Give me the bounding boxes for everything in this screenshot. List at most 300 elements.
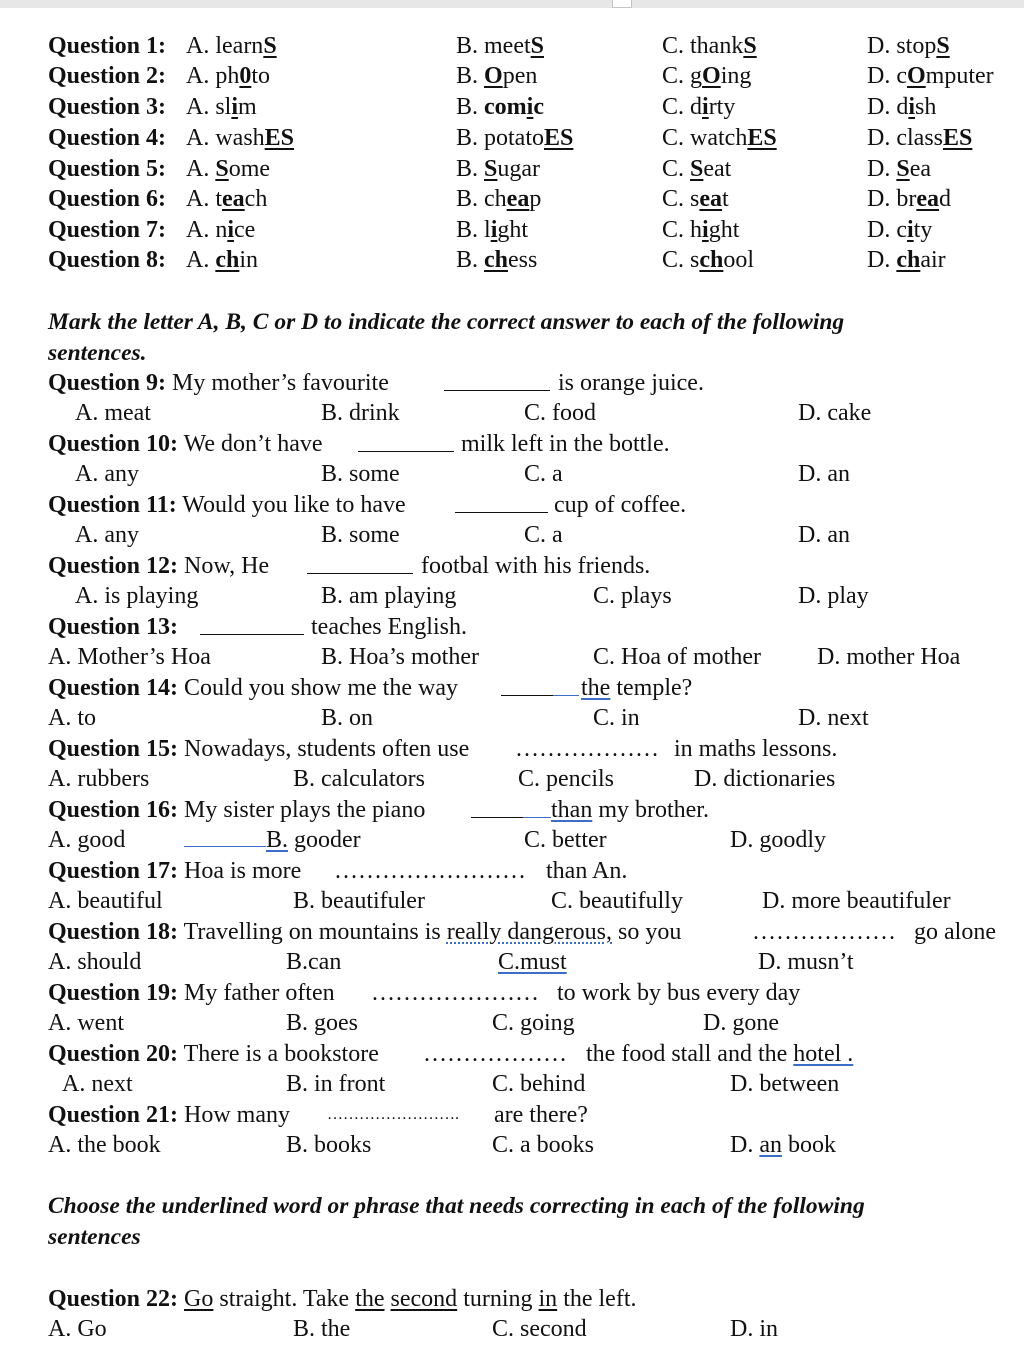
stem-text: Now, He [184, 553, 270, 579]
option-b-letter: B. [266, 827, 289, 853]
stem-text: in maths lessons. [674, 736, 838, 762]
option-word-part: comic [484, 94, 544, 120]
option-word-part: learn [215, 33, 264, 59]
option-letter: D. [867, 156, 891, 182]
pronunciation-row [0, 92, 1024, 122]
option-letter: B. [456, 247, 479, 273]
option-letter: A. [186, 63, 210, 89]
option-letter: A. [186, 186, 210, 212]
question-16-options [0, 825, 1024, 855]
question-10-options [0, 459, 1024, 489]
question-label: Question 10: [48, 431, 179, 457]
option-d[interactable]: D. gone [703, 1010, 779, 1036]
option-c[interactable]: C. going [492, 1010, 575, 1036]
stem-text: cup of coffee. [554, 492, 687, 518]
stem-text: so you [618, 919, 682, 945]
option-word-part: ch [244, 186, 268, 212]
option-b[interactable]: B. goes [286, 1010, 358, 1036]
option-b[interactable] [456, 61, 537, 91]
question-label: Question 9: [48, 370, 167, 396]
option-c[interactable]: C. food [524, 400, 596, 426]
option-b[interactable]: B.can [286, 949, 342, 975]
option-b[interactable] [456, 92, 544, 122]
option-b[interactable] [456, 123, 573, 153]
underlined-sound: S [896, 156, 910, 182]
question-20-options [0, 1069, 1024, 1099]
option-word-part: ght [497, 217, 529, 243]
underlined-sound: O [702, 63, 721, 89]
option-c[interactable]: C. pencils [518, 766, 614, 792]
option-word-part: air [920, 247, 946, 273]
option-b[interactable]: B. the [293, 1316, 351, 1342]
answer-blank-link[interactable] [553, 673, 579, 696]
option-word-part: in [239, 247, 259, 273]
option-a[interactable]: A. Go [48, 1316, 107, 1342]
option-letter: B. [456, 186, 479, 212]
option-a[interactable]: A. beautiful [48, 888, 163, 914]
option-letter: B. [456, 94, 479, 120]
question-label: Question 4: [48, 125, 167, 151]
option-word-part: g [690, 63, 703, 89]
option-d-letter: D. [730, 1132, 754, 1158]
underlined-sound: ES [264, 125, 295, 151]
underlined-sound: ch [699, 247, 724, 273]
answer-blank[interactable] [471, 795, 523, 818]
option-word-part: n [215, 217, 228, 243]
option-letter: B. [456, 33, 479, 59]
option-letter: A. [186, 247, 210, 273]
stem-text: How many [184, 1102, 290, 1128]
pronunciation-row [0, 184, 1024, 214]
underlined-sound: ea [699, 186, 723, 212]
option-a[interactable]: A. to [48, 705, 96, 731]
option-d-flagged: an [759, 1132, 782, 1158]
question-label: Question 16: [48, 797, 179, 823]
option-word-part: ess [508, 247, 538, 273]
option-word-part: ght [708, 217, 740, 243]
option-d[interactable] [867, 215, 932, 245]
option-d[interactable]: D. goodly [730, 827, 826, 853]
stem-text: Would you like to have [182, 492, 406, 518]
question-14-options [0, 703, 1024, 733]
option-letter: C. [662, 125, 685, 151]
underlined-sound: ES [544, 125, 574, 151]
stem-text: My sister plays the piano [184, 797, 426, 823]
option-a[interactable] [186, 215, 255, 245]
linked-word[interactable]: than [551, 797, 593, 823]
underlined-word[interactable]: second [390, 1286, 458, 1312]
option-c[interactable]: C.must [498, 949, 567, 975]
question-19-options [0, 1008, 1024, 1038]
question-9-options [0, 398, 1024, 428]
option-letter: D. [867, 125, 891, 151]
underlined-word[interactable]: the [355, 1286, 385, 1312]
option-word-part: sh [915, 94, 937, 120]
underlined-sound: S [484, 156, 498, 182]
option-b[interactable]: B. drink [321, 400, 400, 426]
option-d[interactable]: D. mother Hoa [817, 644, 961, 670]
question-label: Question 21: [48, 1102, 179, 1128]
option-d[interactable]: D. in [730, 1316, 778, 1342]
option-word-part: class [896, 125, 943, 151]
option-word-part: ing [720, 63, 752, 89]
option-c[interactable] [662, 31, 757, 61]
option-d[interactable] [730, 1130, 836, 1160]
underlined-sound: ea [222, 186, 245, 212]
option-letter: B. [456, 63, 479, 89]
underlined-sound: i [908, 94, 916, 120]
option-c[interactable]: C. behind [492, 1071, 586, 1097]
option-b[interactable]: B. some [321, 522, 400, 548]
answer-blank[interactable] [307, 551, 413, 574]
linked-word[interactable]: hotel . [793, 1041, 854, 1067]
underlined-word[interactable]: Go [184, 1286, 214, 1312]
option-d-text: book [788, 1132, 836, 1158]
option-a[interactable] [186, 31, 277, 61]
option-b[interactable]: B. beautifuler [293, 888, 425, 914]
option-word-part: ool [723, 247, 755, 273]
answer-blank[interactable] [358, 429, 454, 452]
option-c[interactable]: C. plays [593, 583, 672, 609]
option-word-part: thank [690, 33, 744, 59]
underlined-sound: S [215, 156, 229, 182]
option-b[interactable] [456, 184, 541, 214]
question-12-stem [0, 551, 1024, 581]
option-d[interactable] [867, 31, 950, 61]
question-label: Question 3: [48, 94, 167, 120]
option-a[interactable]: A. meat [75, 400, 151, 426]
underlined-sound: ch [215, 247, 240, 273]
option-letter: C. [662, 156, 685, 182]
stem-text: my brother. [598, 797, 709, 823]
option-c[interactable] [662, 245, 754, 275]
option-a[interactable] [186, 92, 257, 122]
option-word-part: t [215, 186, 223, 212]
instruction-line [0, 1191, 1024, 1221]
underlined-sound: i [231, 94, 239, 120]
stem-text: turning [463, 1286, 533, 1312]
option-word-part: ce [234, 217, 256, 243]
option-a[interactable]: A. Mother’s Hoa [48, 644, 211, 670]
stem-text: Travelling on mountains is [183, 919, 441, 945]
option-d[interactable] [867, 61, 994, 91]
question-17-options [0, 886, 1024, 916]
question-label: Question 15: [48, 736, 179, 762]
question-label: Question 11: [48, 492, 177, 518]
option-word-part: pen [502, 63, 538, 89]
question-22-options [0, 1314, 1024, 1344]
stem-text: Could you show me the way [184, 675, 458, 701]
underlined-sound: S [263, 33, 277, 59]
option-word-part: br [896, 186, 917, 212]
option-word-part: ea [909, 156, 932, 182]
option-word-part: mputer [925, 63, 994, 89]
option-a[interactable]: A. next [62, 1071, 133, 1097]
question-20-stem [0, 1039, 1024, 1069]
option-b[interactable] [456, 245, 537, 275]
option-a[interactable]: A. any [75, 522, 139, 548]
option-d[interactable]: D. next [798, 705, 869, 731]
option-a[interactable]: A. any [75, 461, 139, 487]
option-b[interactable]: B. in front [286, 1071, 386, 1097]
option-letter: D. [867, 217, 891, 243]
stem-text: than An. [546, 858, 628, 884]
option-c[interactable]: C. a [524, 522, 563, 548]
option-letter: B. [456, 217, 479, 243]
underlined-sound: O [484, 63, 503, 89]
option-letter: C. [662, 186, 685, 212]
option-d[interactable]: D. between [730, 1071, 840, 1097]
section3-instruction: Choose the underlined word or phrase that needs correcting in each of the following [48, 1193, 865, 1219]
option-c[interactable] [662, 154, 731, 184]
option-d[interactable]: D. more beautifuler [762, 888, 951, 914]
option-word-part: h [690, 217, 703, 243]
instruction-line [0, 338, 1024, 368]
option-d[interactable]: D. dictionaries [694, 766, 836, 792]
option-a[interactable] [186, 245, 258, 275]
option-word-part: ome [228, 156, 271, 182]
option-d[interactable] [867, 123, 972, 153]
option-word-part: sl [215, 94, 232, 120]
option-c[interactable] [662, 61, 751, 91]
option-d[interactable]: D. cake [798, 400, 872, 426]
option-b[interactable]: B. on [321, 705, 374, 731]
option-word-part: to [251, 63, 271, 89]
stem-text: My father often [184, 980, 335, 1006]
question-label: Question 5: [48, 156, 167, 182]
answer-blank[interactable] [200, 612, 304, 635]
stem-text: We don’t have [183, 431, 323, 457]
question-label: Question 22: [48, 1286, 179, 1312]
option-c[interactable] [662, 123, 777, 153]
option-word-part: eat [703, 156, 732, 182]
option-a[interactable] [186, 61, 270, 91]
stem-text: My mother’s favourite [172, 370, 389, 396]
question-12-options [0, 581, 1024, 611]
answer-dots[interactable]: …………………… [334, 858, 526, 884]
option-c[interactable] [662, 215, 739, 245]
question-17-stem [0, 856, 1024, 886]
underlined-sound: i [490, 217, 498, 243]
question-9-stem [0, 368, 1024, 398]
option-word-part: m [238, 94, 257, 120]
question-16-stem [0, 795, 1024, 825]
question-15-options [0, 764, 1024, 794]
option-word-part: ty [913, 217, 933, 243]
stem-text: footbal with his friends. [421, 553, 651, 579]
option-letter: C. [662, 33, 685, 59]
pronunciation-row [0, 31, 1024, 61]
question-18-options [0, 947, 1024, 977]
question-label: Question 14: [48, 675, 179, 701]
question-19-stem [0, 978, 1024, 1008]
question-label: Question 17: [48, 858, 179, 884]
option-letter: A. [186, 156, 210, 182]
option-b[interactable] [456, 215, 528, 245]
pronunciation-row [0, 215, 1024, 245]
question-label: Question 1: [48, 33, 167, 59]
option-b[interactable]: B. Hoa’s mother [321, 644, 479, 670]
option-c[interactable] [662, 92, 735, 122]
option-c[interactable]: C. better [524, 827, 607, 853]
option-letter: C. [662, 63, 685, 89]
underlined-word[interactable]: in [538, 1286, 558, 1312]
option-d[interactable]: D. an [798, 461, 850, 487]
option-word-part: rty [708, 94, 736, 120]
option-c[interactable]: C. beautifully [551, 888, 683, 914]
option-c[interactable]: C. second [492, 1316, 587, 1342]
pronunciation-row [0, 61, 1024, 91]
option-word-part: ch [484, 186, 507, 212]
option-b[interactable] [266, 825, 361, 855]
option-word-part: meet [484, 33, 531, 59]
option-a[interactable]: A. rubbers [48, 766, 150, 792]
answer-dots[interactable]: ………………… [371, 980, 539, 1006]
question-13-options [0, 642, 1024, 672]
option-word-part: d [939, 186, 951, 212]
option-c[interactable]: C. a [524, 461, 563, 487]
stem-text: the left. [563, 1286, 637, 1312]
underlined-sound: ea [916, 186, 939, 212]
option-word-part: d [896, 94, 909, 120]
option-letter: A. [186, 125, 210, 151]
question-21-stem [0, 1100, 1024, 1130]
option-c[interactable]: C. Hoa of mother [593, 644, 761, 670]
option-letter: D. [867, 247, 891, 273]
pronunciation-row [0, 123, 1024, 153]
option-d[interactable] [867, 92, 936, 122]
question-label: Question 13: [48, 614, 179, 640]
option-d[interactable] [867, 245, 946, 275]
question-18-stem [0, 917, 1024, 947]
underlined-sound: S [743, 33, 757, 59]
option-a[interactable] [186, 184, 267, 214]
question-14-stem [0, 673, 1024, 703]
stem-text: Hoa is more [184, 858, 302, 884]
question-22-stem [0, 1284, 1024, 1314]
question-label: Question 18: [48, 919, 179, 945]
answer-dots[interactable]: ……………………. [327, 1106, 459, 1123]
option-word-part: ph [215, 63, 240, 89]
question-label: Question 6: [48, 186, 167, 212]
flagged-phrase[interactable]: really dangerous, [446, 919, 612, 945]
option-d[interactable]: D. an [798, 522, 850, 548]
option-word-part: d [690, 94, 703, 120]
question-label: Question 2: [48, 63, 167, 89]
option-letter: C. [662, 94, 685, 120]
answer-blank-link[interactable] [523, 795, 551, 818]
option-a[interactable]: A. should [48, 949, 142, 975]
underlined-sound: i [907, 217, 914, 243]
underlined-sound: ES [747, 125, 777, 151]
answer-dots[interactable]: ……………… [515, 736, 659, 762]
option-a[interactable] [186, 154, 270, 184]
option-word-part: l [484, 217, 491, 243]
option-word-part: potato [484, 125, 545, 151]
answer-blank[interactable] [455, 490, 548, 513]
option-b[interactable]: B. am playing [321, 583, 457, 609]
stem-text: teaches English. [311, 614, 467, 640]
option-letter: D. [867, 63, 891, 89]
question-label: Question 7: [48, 217, 167, 243]
section2-instruction: Mark the letter A, B, C or D to indicate the correct answer to each of the following [48, 309, 845, 335]
option-letter: B. [456, 125, 479, 151]
option-b[interactable] [456, 31, 544, 61]
underlined-sound: ea [506, 186, 530, 212]
pronunciation-row [0, 245, 1024, 275]
question-15-stem [0, 734, 1024, 764]
stem-text: straight. Take [219, 1286, 350, 1312]
answer-blank[interactable] [501, 673, 553, 696]
linked-word[interactable]: the [581, 675, 611, 701]
option-a[interactable]: A. the book [48, 1132, 161, 1158]
option-c[interactable] [662, 184, 729, 214]
instruction-line [0, 307, 1024, 337]
stem-text: Nowadays, students often use [184, 736, 470, 762]
option-a[interactable]: A. went [48, 1010, 124, 1036]
option-d[interactable] [867, 184, 951, 214]
option-a[interactable] [186, 123, 294, 153]
underlined-sound: 0 [239, 63, 252, 89]
option-letter: D. [867, 94, 891, 120]
option-letter: D. [867, 33, 891, 59]
underlined-sound: i [227, 217, 235, 243]
option-a[interactable]: A. is playing [75, 583, 199, 609]
answer-dots[interactable]: ……………… [423, 1041, 567, 1067]
option-letter: B. [456, 156, 479, 182]
option-b[interactable]: B. some [321, 461, 400, 487]
option-letter: A. [186, 33, 210, 59]
option-d[interactable] [867, 154, 931, 184]
option-letter: D. [867, 186, 891, 212]
option-c[interactable]: C. in [593, 705, 640, 731]
question-label: Question 20: [48, 1041, 179, 1067]
option-d[interactable]: D. musn’t [758, 949, 854, 975]
answer-blank[interactable] [444, 368, 550, 391]
option-word-part: t [722, 186, 729, 212]
section3-instruction-cont: sentences [48, 1224, 141, 1250]
question-label: Question 12: [48, 553, 179, 579]
option-letter: C. [662, 217, 685, 243]
option-a[interactable]: A. good [48, 827, 126, 853]
underlined-sound: i [702, 217, 709, 243]
underlined-sound: ch [896, 247, 921, 273]
stem-text: is orange juice. [558, 370, 704, 396]
option-letter: C. [662, 247, 685, 273]
stem-text: the food stall and the [586, 1041, 788, 1067]
answer-dots[interactable]: ……………… [752, 919, 896, 945]
option-word-part: s [690, 247, 700, 273]
stem-text: There is a bookstore [183, 1041, 379, 1067]
option-b[interactable] [456, 154, 540, 184]
option-word-part: watch [690, 125, 748, 151]
option-b-text: gooder [294, 827, 361, 853]
question-21-options [0, 1130, 1024, 1160]
blank-link-line [184, 828, 266, 847]
question-label: Question 8: [48, 247, 167, 273]
option-b[interactable]: B. books [286, 1132, 372, 1158]
option-b[interactable]: B. calculators [293, 766, 425, 792]
option-letter: A. [186, 217, 210, 243]
underlined-sound: O [907, 63, 926, 89]
option-d[interactable]: D. play [798, 583, 869, 609]
stem-text: temple? [616, 675, 693, 701]
option-c[interactable]: C. a books [492, 1132, 594, 1158]
option-word-part: stop [896, 33, 937, 59]
option-word-part: wash [215, 125, 265, 151]
section2-instruction-cont: sentences. [48, 340, 147, 366]
pronunciation-row [0, 154, 1024, 184]
